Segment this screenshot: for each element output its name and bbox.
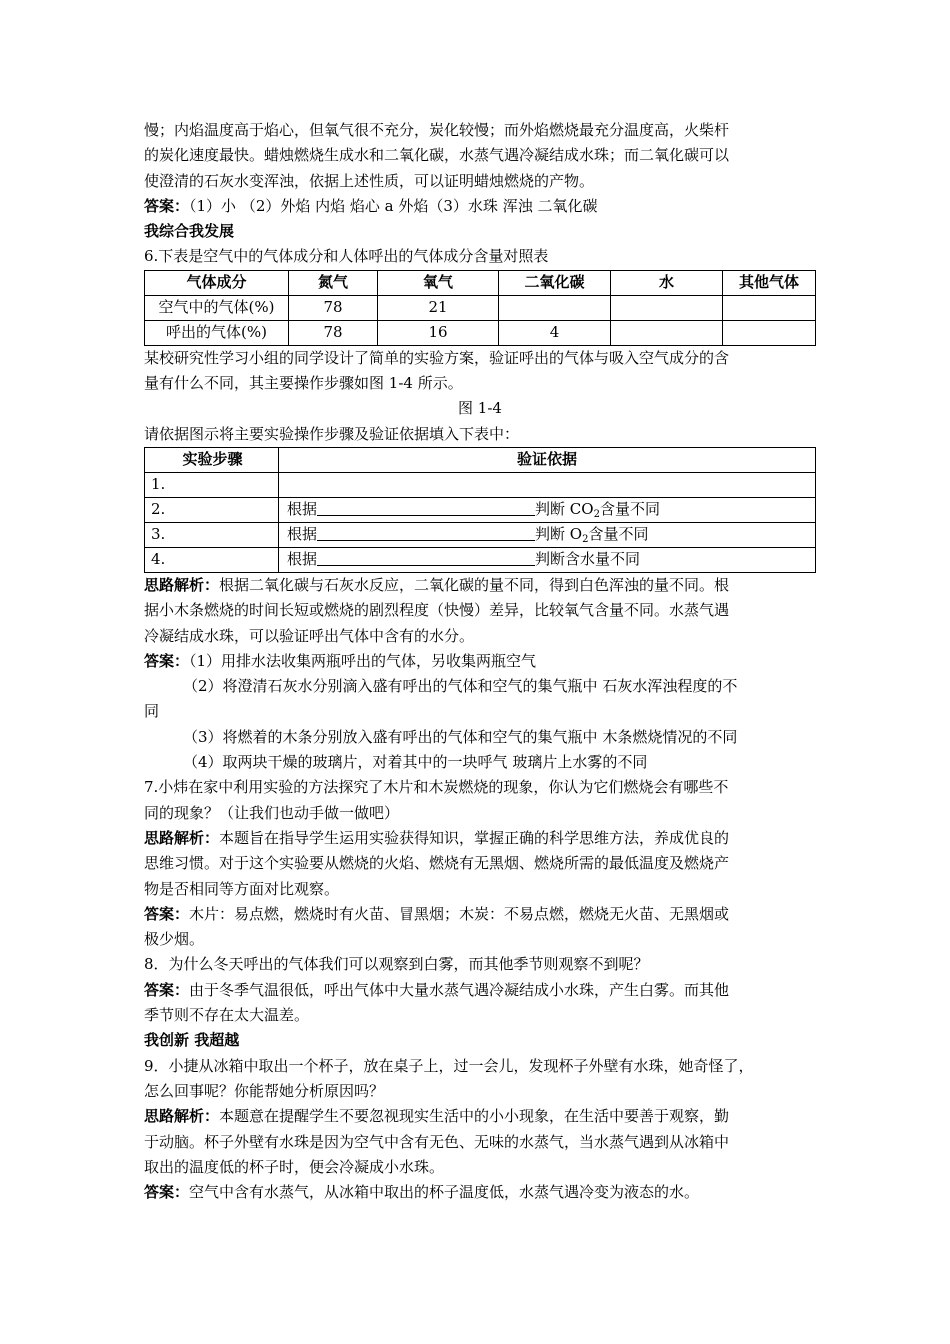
q6-title: 6.下表是空气中的气体成分和人体呼出的气体成分含量对照表 (144, 247, 549, 266)
analysis-text: 本题意在提醒学生不要忽视现实生活中的小小现象，在生活中要善于观察，勤 (219, 1107, 730, 1126)
table-row (145, 320, 816, 345)
basis-prefix: 根据 (287, 525, 318, 544)
q7-text: 同的现象？（让我们也动手做一做吧） (144, 803, 400, 822)
answer-text: 空气中含有水蒸气，从冰箱中取出的杯子温度低，水蒸气遇冷变为液态的水。 (189, 1183, 700, 1202)
table-cell (499, 295, 611, 320)
basis-prefix: 根据 (287, 550, 318, 569)
table-row (145, 295, 816, 320)
table-header-cell: 氧气 (378, 270, 499, 295)
document-page (144, 118, 816, 1205)
q5-answer (144, 194, 816, 219)
table-header-cell: 水 (611, 270, 723, 295)
answer-label: 答案： (144, 196, 190, 215)
fill-blank[interactable] (317, 525, 535, 541)
analysis-text: 据小木条燃烧的时间长短或燃烧的剧烈程度（快慢）差异，比较氧气含量不同。水蒸气遇 (144, 601, 730, 620)
section-heading-1: 我综合我发展 (144, 222, 235, 241)
q7-analysis (144, 826, 816, 851)
table-header-cell: 实验步骤 (145, 447, 279, 472)
intro-line: 慢；内焰温度高于焰心，但氧气很不充分，炭化较慢；而外焰燃烧最充分温度高，火柴杆 (144, 121, 730, 139)
answer-text: （2）将澄清石灰水分别滴入盛有呼出的气体和空气的集气瓶中 石灰水浑浊程度的不 (183, 677, 738, 696)
figure-caption: 图 1-4 (458, 399, 502, 418)
basis-suffix-tail: 含量不同 (588, 525, 649, 544)
step-basis (279, 522, 816, 547)
q6-fill-instruction: 请依据图示将主要实验操作步骤及验证依据填入下表中： (144, 424, 520, 443)
answer-text: 极少烟。 (144, 930, 205, 949)
subscript: 2 (582, 534, 589, 546)
answer-text: （3）将燃着的木条分别放入盛有呼出的气体和空气的集气瓶中 木条燃烧情况的不同 (183, 727, 738, 746)
answer-text: 由于冬季气温很低，呼出气体中大量水蒸气遇冷凝结成小水珠，产生白雾。而其他 (189, 980, 730, 999)
answer-text: 季节则不存在太大温差。 (144, 1006, 310, 1025)
subscript: 2 (593, 509, 600, 521)
gas-composition-table (144, 270, 816, 346)
answer-label: 答案： (144, 1183, 190, 1202)
table-cell (611, 295, 723, 320)
answer-text: （1）用排水法收集两瓶呼出的气体，另收集两瓶空气 (189, 651, 537, 670)
table-cell: 呼出的气体(%) (145, 320, 289, 345)
analysis-label: 思路解析： (144, 1107, 220, 1126)
q6-analysis (144, 573, 816, 598)
q9-text: 9．小捷从冰箱中取出一个杯子，放在桌子上，过一会儿，发现杯子外壁有水珠，她奇怪了， (144, 1056, 754, 1075)
table-cell: 78 (289, 320, 378, 345)
table-row (145, 547, 816, 572)
table-cell: 空气中的气体(%) (145, 295, 289, 320)
table-header-row (145, 270, 816, 295)
step-number: 2. (145, 497, 279, 522)
q6-answer (144, 649, 816, 674)
answer-text: 木片：易点燃，燃烧时有火苗、冒黑烟；木炭：不易点燃，燃烧无火苗、无黑烟或 (189, 904, 730, 923)
fill-blank[interactable] (317, 500, 535, 516)
table-cell (723, 320, 816, 345)
step-basis (279, 497, 816, 522)
table-header-row (145, 447, 816, 472)
basis-suffix: 判断含水量不同 (535, 550, 641, 569)
answer-label: 答案： (144, 904, 190, 923)
step-number: 4. (145, 547, 279, 572)
analysis-text: 冷凝结成水珠，可以验证呼出气体中含有的水分。 (144, 626, 475, 645)
table-row (145, 522, 816, 547)
basis-suffix-tail: 含量不同 (599, 500, 660, 519)
analysis-text: 取出的温度低的杯子时，便会冷凝成小水珠。 (144, 1157, 445, 1176)
analysis-label: 思路解析： (144, 575, 220, 594)
analysis-label: 思路解析： (144, 828, 220, 847)
table-cell: 4 (499, 320, 611, 345)
step-basis (279, 547, 816, 572)
table-header-cell: 二氧化碳 (499, 270, 611, 295)
fill-blank[interactable] (317, 550, 535, 566)
basis-prefix: 根据 (287, 500, 318, 519)
table-cell: 16 (378, 320, 499, 345)
step-number: 3. (145, 522, 279, 547)
table-cell: 78 (289, 295, 378, 320)
answer-text: 同 (144, 702, 160, 721)
analysis-text: 本题旨在指导学生运用实验获得知识，掌握正确的科学思维方法，养成优良的 (219, 828, 730, 847)
analysis-text: 根据二氧化碳与石灰水反应，二氧化碳的量不同，得到白色浑浊的量不同。根 (219, 575, 730, 594)
q7-answer (144, 902, 816, 927)
answer-text: （4）取两块干燥的玻璃片，对着其中的一块呼气 玻璃片上水雾的不同 (183, 753, 648, 772)
basis-suffix: 判断 O (535, 525, 583, 544)
table-row (145, 497, 816, 522)
q8-text: 8．为什么冬天呼出的气体我们可以观察到白雾，而其他季节则观察不到呢？ (144, 955, 649, 974)
q5-answer-text: （1）小 （2）外焰 内焰 焰心 a 外焰（3）水珠 浑浊 二氧化碳 (189, 196, 598, 215)
step-number: 1. (145, 472, 279, 497)
intro-line: 使澄清的石灰水变浑浊，依据上述性质，可以证明蜡烛燃烧的产物。 (144, 171, 595, 190)
table-cell: 21 (378, 295, 499, 320)
q6-text: 某校研究性学习小组的同学设计了简单的实验方案，验证呼出的气体与吸入空气成分的含 (144, 348, 730, 367)
table-row (145, 472, 816, 497)
q7-text: 7.小炜在家中利用实验的方法探究了木片和木炭燃烧的现象，你认为它们燃烧会有哪些不 (144, 778, 729, 797)
table-cell (723, 295, 816, 320)
section-heading-2: 我创新 我超越 (144, 1031, 240, 1050)
q6-text: 量有什么不同，其主要操作步骤如图 1-4 所示。 (144, 374, 463, 393)
analysis-text: 思维习惯。对于这个实验要从燃烧的火焰、燃烧有无黑烟、燃烧所需的最低温度及燃烧产 (144, 854, 730, 873)
table-header-cell: 氮气 (289, 270, 378, 295)
experiment-steps-table (144, 447, 816, 573)
step-basis (279, 472, 816, 497)
table-header-cell: 验证依据 (279, 447, 816, 472)
table-header-cell: 气体成分 (145, 270, 289, 295)
analysis-text: 物是否相同等方面对比观察。 (144, 879, 340, 898)
table-header-cell: 其他气体 (723, 270, 816, 295)
q9-analysis (144, 1104, 816, 1129)
q9-answer (144, 1180, 816, 1205)
answer-label: 答案： (144, 980, 190, 999)
q9-text: 怎么回事呢？你能帮她分析原因吗？ (144, 1081, 385, 1100)
table-cell (611, 320, 723, 345)
basis-suffix: 判断 CO (535, 500, 594, 519)
analysis-text: 于动脑。杯子外壁有水珠是因为空气中含有无色、无味的水蒸气，当水蒸气遇到从冰箱中 (144, 1132, 730, 1151)
q8-answer (144, 978, 816, 1003)
intro-line: 的炭化速度最快。蜡烛燃烧生成水和二氧化碳，水蒸气遇冷凝结成水珠；而二氧化碳可以 (144, 146, 730, 165)
answer-label: 答案： (144, 651, 190, 670)
